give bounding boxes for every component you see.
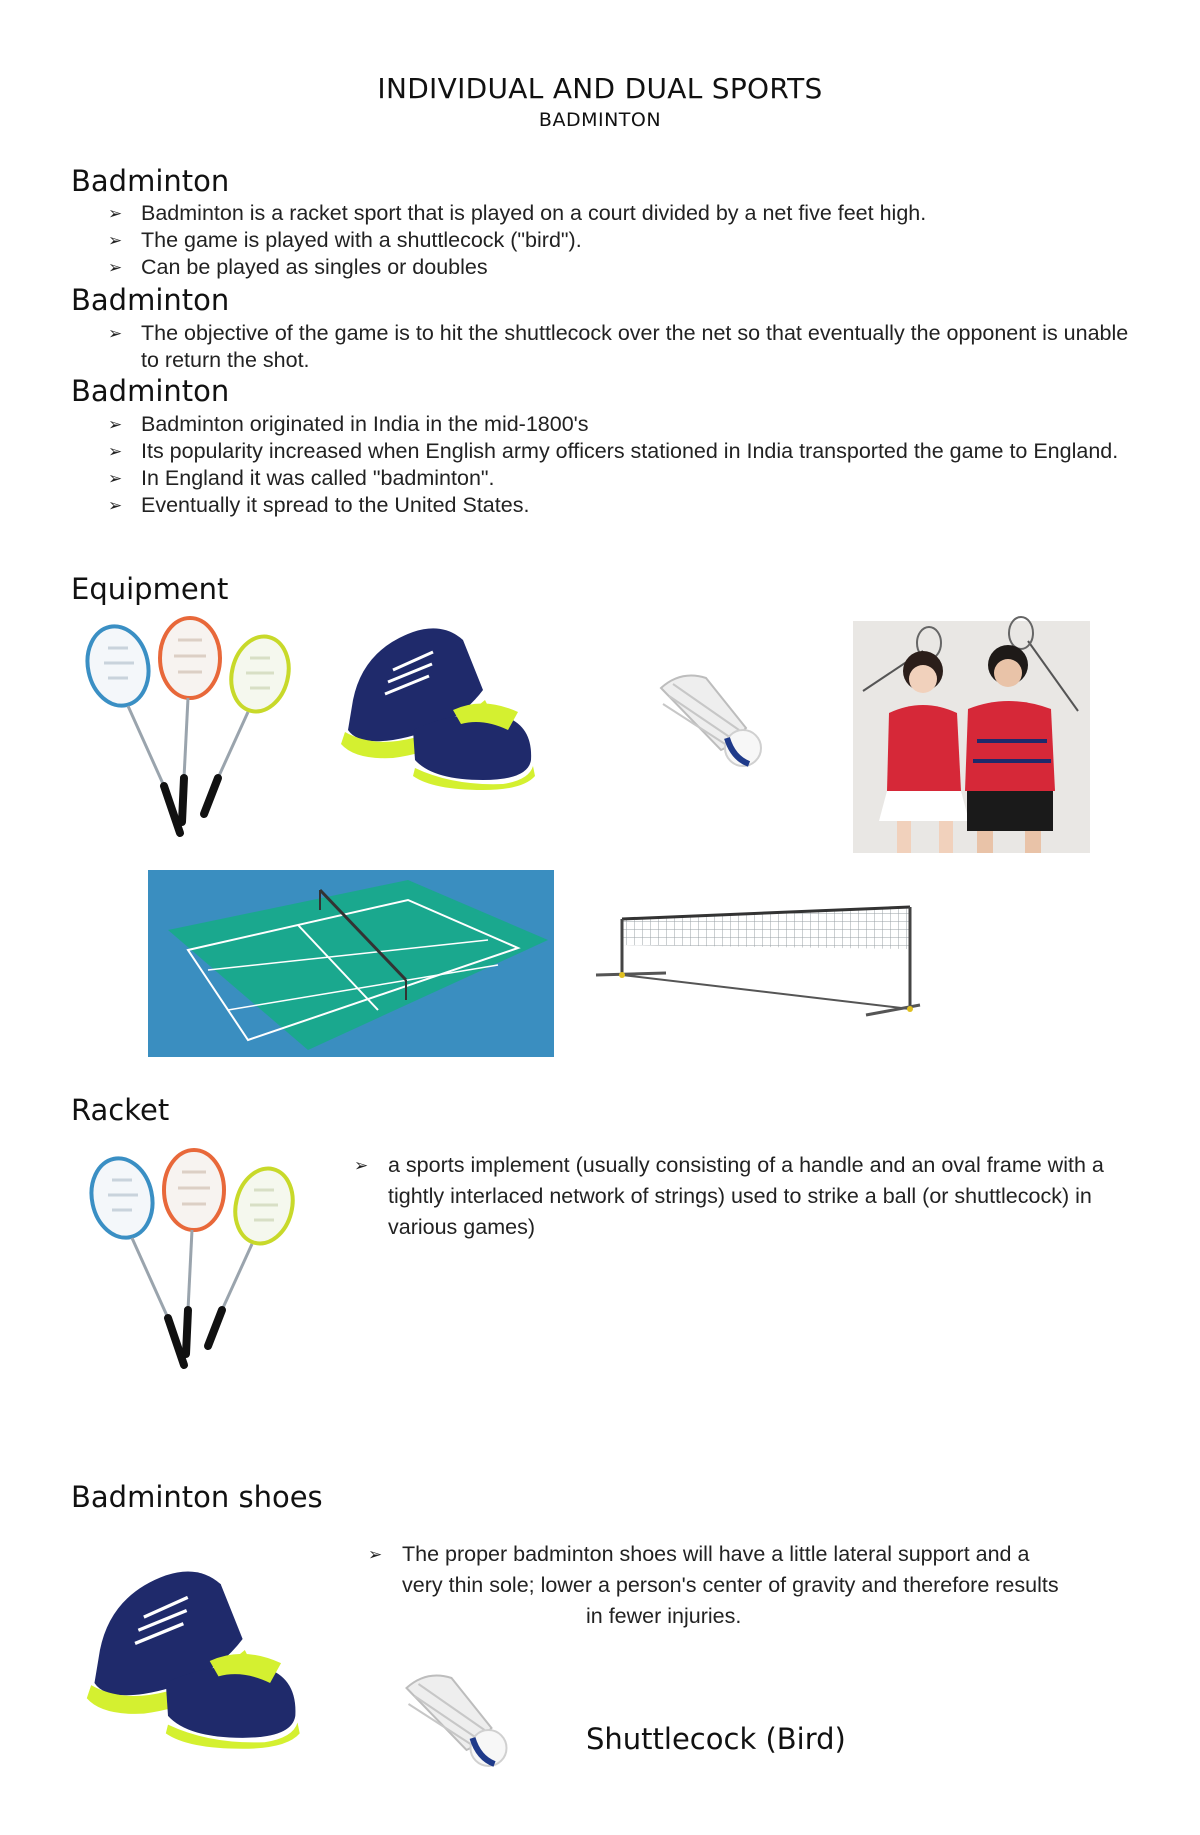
shoes-description-line: very thin sole; lower a person's center of gravity and therefore results	[402, 1573, 1059, 1597]
list-item: ➢ Can be played as singles or doubles	[108, 255, 488, 279]
shoes-description-line: The proper badminton shoes will have a little lateral support and a	[402, 1542, 1030, 1566]
court-image	[148, 870, 554, 1057]
section-heading-definition: Badminton	[71, 164, 230, 198]
section-heading-racket: Racket	[71, 1093, 170, 1127]
arrow-bullet-icon: ➢	[108, 204, 123, 223]
arrow-bullet-icon: ➢	[108, 496, 123, 515]
arrow-bullet-icon: ➢	[108, 469, 123, 488]
arrow-bullet-icon: ➢	[108, 258, 123, 277]
objective-list	[108, 320, 1141, 374]
shoes-description	[368, 1539, 1162, 1632]
shoes-description-line: in fewer injuries.	[586, 1604, 742, 1628]
arrow-bullet-icon: ➢	[108, 324, 123, 343]
arrow-bullet-icon: ➢	[368, 1545, 383, 1564]
section-heading-shuttlecock: Shuttlecock (Bird)	[586, 1722, 846, 1756]
arrow-bullet-icon: ➢	[108, 231, 123, 250]
shoes-detail-image	[78, 1548, 303, 1763]
section-heading-equipment: Equipment	[71, 572, 229, 606]
section-heading-history: Badminton	[71, 374, 230, 408]
list-item: ➢ In England it was called "badminton".	[108, 466, 495, 490]
arrow-bullet-icon: ➢	[108, 415, 123, 434]
shoes-image	[333, 620, 538, 790]
section-heading-objective: Badminton	[71, 283, 230, 317]
list-item: ➢ Badminton originated in India in the mid-1800's	[108, 412, 589, 436]
shuttlecock-image	[651, 668, 771, 778]
list-item: ➢ Badminton is a racket sport that is played on a court divided by a net five feet high.	[108, 201, 927, 225]
definition-list	[108, 200, 1141, 281]
arrow-bullet-icon: ➢	[108, 442, 123, 461]
page-title: INDIVIDUAL AND DUAL SPORTS	[377, 72, 823, 105]
shuttlecock-detail-image	[394, 1668, 519, 1778]
arrow-bullet-icon: ➢	[354, 1156, 369, 1175]
history-list	[108, 411, 1141, 519]
page-subtitle: BADMINTON	[538, 109, 662, 131]
racket-detail-image	[78, 1150, 308, 1372]
section-heading-shoes: Badminton shoes	[71, 1480, 323, 1514]
net-image	[586, 905, 920, 1025]
list-item: ➢ Eventually it spread to the United States.	[108, 493, 530, 517]
list-item: ➢ Its popularity increased when English army officers stationed in India transported the game to England.	[108, 439, 1119, 463]
players-image	[853, 621, 1090, 853]
list-item: ➢ The objective of the game is to hit the shuttlecock over the net so that eventually the opponent is unable to return the shot.	[108, 321, 1129, 372]
rackets-image	[78, 618, 300, 840]
list-item: ➢ The game is played with a shuttlecock ("bird").	[108, 228, 582, 252]
racket-description: ➢ a sports implement (usually consisting of a handle and an oval frame with a tightly interlaced network of strings) used to strike a ball (or shuttlecock) in various games)	[388, 1150, 1128, 1243]
